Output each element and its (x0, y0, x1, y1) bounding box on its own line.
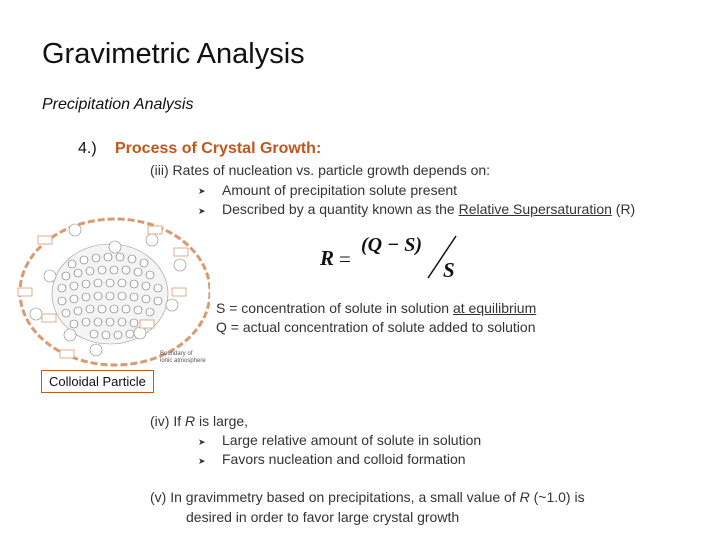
formula-equals: = (339, 247, 351, 271)
slide-subtitle: Precipitation Analysis (42, 96, 194, 113)
boundary-label-line-2: ionic atmosphere (160, 358, 206, 364)
formula-denominator: S (443, 258, 455, 282)
section-iii-bullet-2 (222, 201, 635, 217)
boundary-label (160, 351, 206, 365)
formula-lhs: R (320, 246, 335, 270)
variable-r: R (519, 489, 530, 505)
definition-q: Q = actual concentration of solute added to solution (216, 319, 536, 335)
arrow-bullet-icon: ➤ (198, 206, 206, 216)
formula-numerator: (Q − S) (361, 234, 423, 256)
definition-s (216, 300, 536, 316)
section-iv-intro-text: (iv) If (150, 413, 185, 429)
slide-title: Gravimetric Analysis (42, 38, 305, 70)
arrow-bullet-icon: ➤ (198, 186, 206, 196)
section-iv-bullet-1: Large relative amount of solute in solution (222, 432, 482, 448)
section-iii-bullet-1: Amount of precipitation solute present (222, 182, 458, 198)
step-number: 4.) (78, 140, 97, 157)
section-v-line-2: desired in order to favor large crystal growth (186, 509, 460, 525)
relative-supersaturation-term: Relative Supersaturation (458, 201, 612, 217)
variable-r: R (185, 413, 196, 429)
section-v-line-1 (150, 489, 585, 505)
definition-s-text: S = concentration of solute in solution (216, 300, 453, 316)
section-iii-intro: (iii) Rates of nucleation vs. particle growth depends on: (150, 162, 491, 178)
figure-caption: Colloidal Particle (41, 370, 154, 393)
bullet-2-suffix: (R) (611, 201, 636, 217)
bullet-2-text: Described by a quantity known as the (222, 201, 459, 217)
section-v-suffix: (~1.0) is (529, 489, 585, 505)
section-v-text: (v) In gravimmetry based on precipitations, a small value of (150, 489, 520, 505)
section-iv-intro-suffix: is large, (195, 413, 249, 429)
colloidal-particle-diagram (10, 210, 210, 370)
boundary-label-line-1: Boundary of (160, 351, 193, 357)
arrow-bullet-icon: ➤ (198, 456, 206, 466)
section-iv-intro (150, 413, 248, 429)
step-heading: Process of Crystal Growth: (115, 140, 322, 157)
arrow-bullet-icon: ➤ (198, 437, 206, 447)
section-iv-bullet-2: Favors nucleation and colloid formation (222, 451, 466, 467)
equilibrium-term: at equilibrium (452, 300, 537, 316)
